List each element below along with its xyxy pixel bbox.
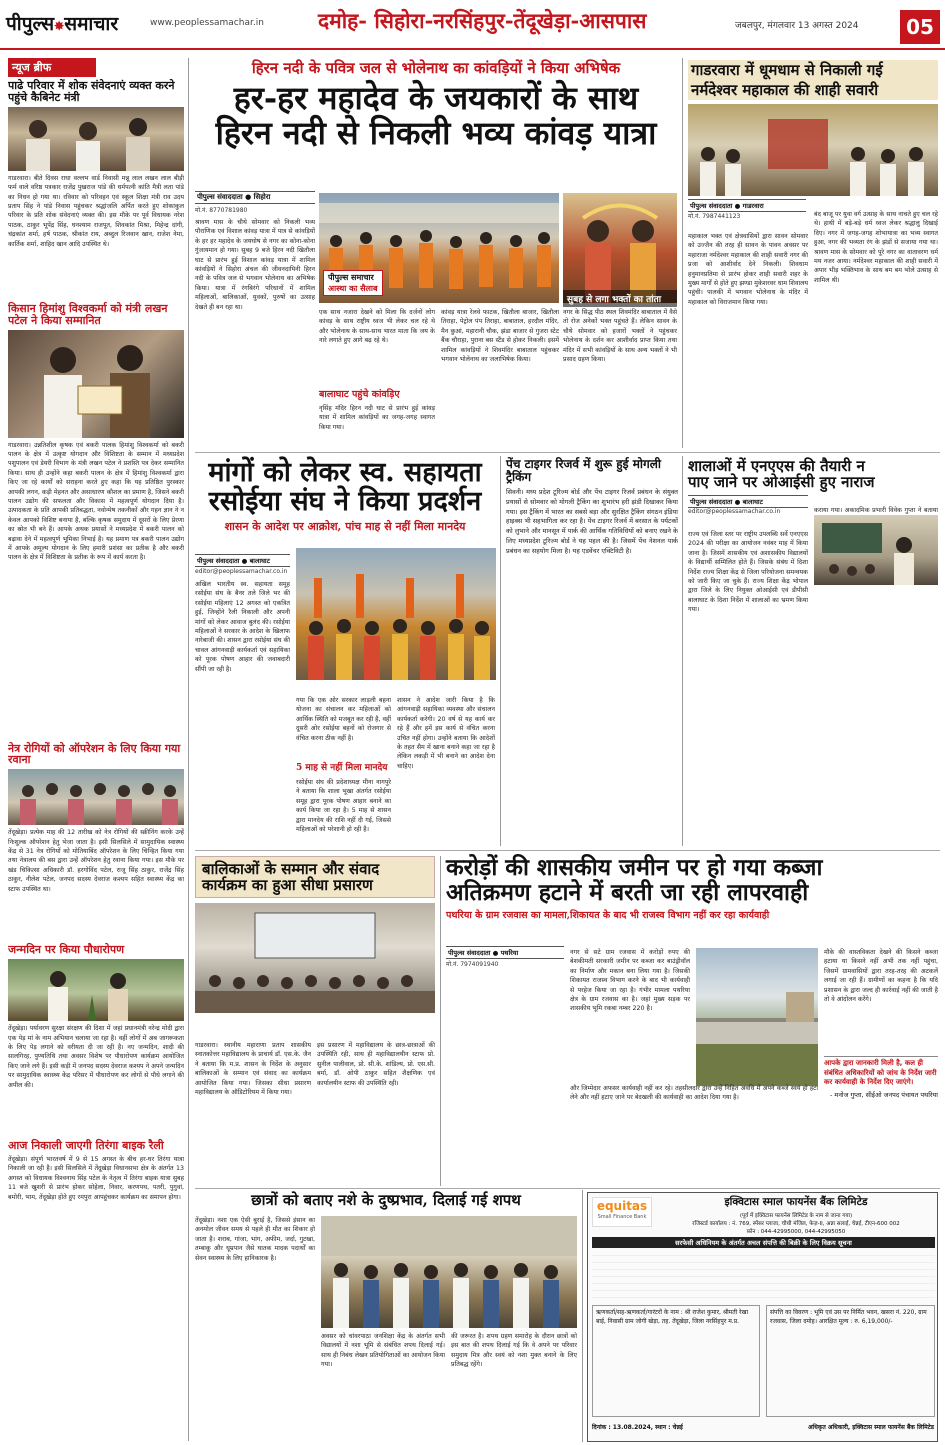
schools-photo [814,515,938,585]
right-top-body-1: महाकाल भक्त एवं क्षेत्रवासियों द्वारा सावन सोमवार को उज्जैन की तरह ही सावन के पावन अवसर पर महाराजा नर्मदेश्वर महाकाल की शाही सवारी नगर की प्रजा को आशीर्वाद देने निकली। शिवधाम हनुमानप्रतिमा से प्रारंभ होकर शाही सवारी शहर के मुख्य मार्गों से होते हुए झण्डा मुकेशरवर धाम शिवालय पहुंची। पालकी में भगवान भोलेनाथ के मंदिर में महाकाल को विराजमान किया गया। [688,233,808,306]
story1-body: गाडरवारा। बीते दिवस राधा वल्लभ वार्ड निवासी मन्नू लाल लखन लाल बीड़ी फर्म वाले वरिष्ठ पत्रकार राजेंद्र पुखराज पांडे की धर्मपत्नी कांति मैत्री लता पांडे का निधन हो गया था। रविवार को परिवहन एवं स्कूल शिक्षा मंत्री राव उदय प्रताप सिंह ने पांडे निवास पहुंचकर श्रद्धांजलि अर्पित करते हुए शोकाकुल परिवार के प्रति शोक संवेदनाएं व्यक्त की। इस मौके पर पूर्व विधायक नरेश पाठक, ठाकुर भूपेंद्र सिंह, घनश्याम राजपूत, शिवकांत मिश्रा, मिहेन्द्र दांगी, चंद्रकांत शर्मा, हर्ष पाठक, श्रीकांत राय, अब्दुल रिजवान खान, राजेश नेमा, कार्तिक शर्मा, शाहिद खान आदि उपस्थित थे। [8,174,184,248]
story3-headline: नेत्र रोगियों को ऑपरेशन के लिए किया गया रवाना [8,741,181,767]
right-top-byline: पीपुल्स संवाददाता ● गाडरवारा [688,199,806,212]
top-story-subhead: बालाघाट पहुंचे कांवड़िए [319,389,400,400]
tiger-story [506,458,678,848]
plantation-photo [8,959,184,1021]
ad-right-block: संपत्ति का विवरण : भूमि एवं उस पर निर्मित भवन, खसरा नं. 220, ग्राम रजवास, जिला दमोह। आरक्षित मूल्य : रु. 6,19,000/- [766,1305,935,1417]
patients-photo [8,769,184,825]
middle-body-3: रसोईया संघ की प्रदेशाध्यक्ष मीना नागपुरे ने बताया कि शाला भूखा अंतर्गत रसोईया समूह द्वारा पूरक पोषण आहार बनाने का कार्य किया जा रहा है। 5 माह से शासन द्वारा मानदेय की राशि नहीं दी गई, जिससे महिलाओं को परेशानी हो रही है। [296,779,391,834]
ad-fine-print [592,1249,935,1301]
people-photo [8,107,184,171]
middle-body-2: गया कि एक ओर सरकार लाड़ली बहना योजना का संचालन कर महिलाओं को आर्थिक स्थिति को मजबूत कर रही है, वहीं दूसरी ओर रसोईया बहनों को रोजगार से वंचित करना ठीक नहीं है। [296,697,391,742]
right-top-headline-2: नर्मदेश्वर महाकाल की शाही सवारी [688,80,938,100]
top-story-headline-2: हिरन नदी से निकली भव्य कांवड़ यात्रा [215,113,657,152]
equitas-logo [592,1197,652,1227]
girls-body-1: गाडरवारा। स्थानीय महाराणा प्रताप शासकीय स्नातकोत्तर महाविद्यालय के प्राचार्य डॉ. एस.के. जैन ने बताया कि म.प्र. शासन के निर्देश के अनुसार बालिकाओं के सम्मान एवं संवाद का कार्यक्रम आयोजित किया गया। जिसका सीधा प्रसारण महाविद्यालय के ऑडिटोरियम में किया गया। [195,1042,311,1097]
bank-advertisement [587,1192,938,1442]
story3-body: तेंदूखेड़ा। प्रत्येक माह की 12 तारीख को नेत्र रोगियों की स्क्रीनिंग करके उन्हें निःशुल्क ऑपरेशन हेतु भेजा जाता है। इसी सिलसिले में सामुदायिक स्वास्थ्य केंद्र से 31 नेत्र रोगियों को मोतियाबिंद ऑपरेशन के लिए चिन्हित किया गया तथा नेत्रालय की बस द्वारा उन्हें ऑपरेशन हेतु रवाना किया गया। इस मौके पर खंड चिकित्सा अधिकारी डॉ. हरगोविंद पटेल, राजू सिंह ठाकुर, राजेंद्र सिंह ठाकुर, नीलेश पटेल, जनपद सदस्य देवराज कश्यप सहित स्वास्थ्य केंद्र का स्टाफ उपस्थित था। [8,829,184,893]
ad-phone: फ़ोन : 044-42995000, 044-42995050 [746,1229,846,1235]
drug-body-3: की जरूरत है। शपथ ग्रहण समारोह के दौरान छात्रों को इस बात की शपथ दिलाई गई कि वे अपने पर परिवार समुदाय मित्र और स्वयं को नशा मुक्त बनाने के लिए प्रतिबद्ध रहेंगे। [451,1333,577,1369]
shahi-sawari-photo [688,104,938,196]
right-top-body-2: बंद बाजू पर युवा वर्ग उत्साह के साथ नाचते हुए चल रहे थे। हाथी में बड़े-बड़े धर्म ध्वज लेकर श्रद्धालु दिखाई दिए। नगर में जगह-जगह शोभायात्रा का भव्य स्वागत हुआ, नगर की भव्यता रंग के झंडों से सजाया गया था। श्रावण मास के सोमवार को पूरे नगर का वातावरण धर्म मय नजर आया। नर्मदेश्वर महाकाल की शाही सवारी में अपार भीड़ भक्तिभाव के साथ बम बम भोले उत्साह से शामिल थी। [814,211,938,284]
schools-body-1: राज्य एवं जिला स्तर पर राष्ट्रीय उपलब्धि सर्वे एनएएस 2024 की परीक्षा का आयोजन नवंबर माह में किया जाना है। जिसमें शासकीय एवं अशासकीय विद्यालयों के विद्यार्थी सम्मिलित होते हैं। जिसके संबंध में दिशा निर्देश राज्य शिक्षा केंद्र से जिला परियोजना समन्वयक को जारी किए जा चुके हैं। राज्य शिक्षा केंद्र भोपाल द्वारा जिले के लिए नियुक्त ओआईसी एवं डीपीसी बालाघाट के दिशा निर्देश में शालाओं का भ्रमण किया गया। [688,531,808,614]
middle-headline-1: मांगों को लेकर स्व. सहायता [208,457,482,488]
brief-title: न्यूज ब्रीफ [8,58,96,77]
ad-address: रजिस्टर्ड कार्यालय : नं. 769, स्पेंसर प्लाजा, चौथी मंजिल, फेज़-II, अन्ना सलाई, चेन्नई, टीएन-600 002 [692,1221,900,1227]
middle-subhead-2: 5 माह से नहीं मिला मानदेय [296,763,388,773]
schools-email: editor@peoplessamachar.co.in [688,508,781,516]
middle-body-4: शासन ने आदेश जारी किया है कि आंगनवाड़ी सहायिका व्यवस्था और संचालन कार्यकर्ता करेगी। 20 वर्ष से यह कार्य कर रहे हैं और हमें इस कार्य से वंचित करना उचित नहीं होगा। उन्होंने बताया कि आदेशों के तहत सैम में खाना बनाने कहा जा रहा है लेकिन लकड़ी में भी बनाने का आदेश देना चाहिए। [397,697,495,770]
lower-rule [195,850,940,851]
land-story [446,856,938,1186]
ad-divider [582,1190,583,1442]
land-byline: पीपुल्स संवाददाता ● पथरिया [446,946,564,959]
story4-headline: जन्मदिन पर किया पौधारोपण [8,943,125,957]
schools-body-2: कराया गया। अकादमिक प्रभारी विवेक गुप्ता ने बताया [814,507,938,514]
drug-body-2: अवसर को चांवरपाठा जनशिक्षा केंद्र के अंतर्गत सभी विद्यालयों में नशा भूमि से संबंधित शपथ दिलाई गई। साथ ही निबंध लेखन प्रतियोगिताओं का आयोजन किया गया। [321,1333,445,1369]
procession-crowd-photo [688,104,938,196]
masthead: पीपुल्स✸समाचार [6,13,119,35]
land-headline-2: अतिक्रमण हटाने में बरती जा रही लापरवाही [446,878,809,906]
story2-body: गाडरवारा। उन्नतिशील कृषक एवं बकरी पालक हिमांशु विश्वकर्मा को बकरी पालन के क्षेत्र में उत्कृष्ट योगदान और विशिष्टता के सम्मान में मध्यप्रदेश पशुपालन एवं डेयरी विभाग के मंत्री लखन पटेल ने प्रशस्ति पत्र देकर सम्मानित किया। साथ ही उन्होंने कहा बकरी पालन के क्षेत्र में हिमांशु विश्वकर्मा द्वारा किए जा रहे कार्यों को सराहना करते हुए कहा कि यह प्रतिष्ठित पुरस्कार आपकी लगन, कड़ी मेहनत और असाधारण कौशल का प्रमाण है, जिसने बकरी पालन उद्योग की सफलता और विकास में महत्वपूर्ण योगदान दिया है। उत्पादकता के प्रति आपकी प्रतिबद्धता, नवोन्मेष तकनीकों और गहन ज्ञान ने न केवल आपको विशिष्ट बनाया है, बल्कि कृषक समुदाय में दूसरों के लिए प्रेरणा का स्रोत भी बने हैं। आपके अथक प्रयासों ने मध्यप्रदेश में बकरी पालन को बढ़ावा देने में महत्वपूर्ण भूमिका निभाई है। यह प्रमाण पत्र बकरी पालन उद्योग में आपके अमूल्य योगदान के लिए हमारी प्रशंसा का प्रतीक है और बकरी पालन के क्षेत्र में विशिष्टता के प्रतीक के रूप में कार्य करता है। [8,441,184,562]
land-body-3: मौके की वास्तविकता देखने की किसने कब्जा हटाया या किसने नहीं अभी तक नहीं पहुंचा, जिसमें ग्रामवासियों द्वारा तरह-तरह की अटकलें लगाई जा रही हैं। ग्रामीणों का कहना है कि यदि प्रशासन के द्वारा जल्द ही कार्रवाई नहीं की जाती है तो वे आंदोलन करेंगे। [824,949,938,1004]
girls-body-2: इस प्रसारण में महाविद्यालय के छात्र-छात्राओं की उपस्थिति रही, साथ ही महाविद्यालयीन स्टाफ प्रो. सुनील पालीवाल, प्रो. सी.के. शांडिल्य, प्रो. एस.सी. बर्मा, डॉ. ओपी ठाकुर सहित शैक्षणिक एवं कार्यालयीन स्टाफ की उपस्थिति रही। [317,1042,435,1087]
story4-body: तेंदूखेड़ा। पर्यावरण सुरक्षा संरक्षण की दिशा में जहां प्रधानमंत्री नरेन्द्र मोदी द्वारा एक पेड़ मां के नाम अभियान चलाया जा रहा है। वहीं लोगों में अब जागरूकता के लिए पेड़ लगाने को वरीयता दी जा रही है। नए जन्मदिन, शादी की सालगिरह, पुण्यतिथि तथा अवसर विशेष पर पौधारोपण कार्यक्रम आयोजित किए जाने लगे हैं। इसी कड़ी में जनपद सदस्य देवराज कश्यप ने अपने जन्मदिन पर सामुदायिक स्वास्थ्य केंद्र परिसर में पौधारोपण कर लोगों से पौधे लगाने की अपील की। [8,1025,184,1089]
story5-headline: आज निकाली जाएगी तिरंगा बाइक रैली [8,1139,164,1153]
land-quote-box [824,1056,938,1099]
tiger-body: सिवनी। मध्य प्रदेश टूरिज्म बोर्ड और पेंच टाइगर रिजर्व प्रबंधन के संयुक्त प्रयासों से सोमवार को मोगली ट्रैकिंग का शुभारंभ हरी झंडी दिखाकर किया गया। इस ट्रैकिंग में भारत का सबसे बड़ा और सुरक्षित ट्रैकिंग संगठन इंडिया हाइक्स भी सहभागिता कर रहा है। पेंच टाइगर रिजर्व में बरसात के पर्यटकों को लुभाने और मानसून में पार्क की आर्थिक गतिविधियों को बनाए रखने के लिए मध्यप्रदेश टूरिज्म बोर्ड ने यह पहल की है। जिसमें पेंच नेशनल पार्क प्रबंधन का सहयोग मिला है। यह एडवेंचर एक्टिविटी है। [506,487,678,555]
girls-headline-1: बालिकाओं के सम्मान और संवाद [202,860,380,878]
right-top-mobile: मो.नं. 7987441123 [688,213,741,221]
protest-crowd-photo [296,548,496,680]
drug-headline: छात्रों को बताए नशे के दुष्प्रभाव, दिलाई गई शपथ [251,1191,521,1209]
ad-title: इक्विटास स्माल फायनेंस बैंक लिमिटेड [724,1196,868,1208]
top-story-body-3: नृसिंह मंदिर हिरन नदी घाट से प्रारंभ हुई कांवड़ यात्रा में शामिल कांवड़ियों का जगह-जगह स्वागत किया गया। [319,405,435,431]
inset-brand: पीपुल्स समाचार [328,273,374,282]
kanwar-photo-2 [563,193,677,303]
right-divider-top [682,58,683,448]
logo-text: equitas [596,1199,648,1213]
girls-story [195,856,435,1186]
auditorium-photo [195,903,435,1013]
mid-rule [195,452,940,453]
girls-headline-2: कार्यक्रम का हुआ सीधा प्रसारण [202,876,373,895]
right-divider-mid [682,456,683,846]
story1-headline: पाढे परिवार में शोक संवेदनाएं व्यक्त करने पहुंचे कैबिनेट मंत्री [8,79,175,104]
land-body-2: और जिम्मेदार अफसर कार्यवाही नहीं कर रहे। तहसीलदार द्वारा उन्हें निहित अवधि में अपने कब्जे स्वयं हो हटा लेने और नहीं हटाए जाने पर बेदखली की कार्यवाही का आदेश दिया गया है। [570,1085,818,1102]
story2-photo [8,330,184,438]
right-top-headline-1: गाडरवारा में धूमधाम से निकाली गई [688,60,938,80]
land-headline-1: करोड़ों की शासकीय जमीन पर हो गया कब्जा [446,854,823,881]
drug-story [195,1192,577,1442]
section-title: दमोह- सिहोरा-नरसिंहपुर-तेंदूखेड़ा-आसपास [318,8,647,33]
page-header [0,0,945,50]
top-story-headline-1: हर-हर महादेव के जयकारों के साथ [233,79,639,118]
students-oath-photo [321,1216,577,1328]
schools-headline-1: शालाओं में एनएएस की तैयारी न [688,457,865,475]
ad-footer-right: अधिकृत अधिकारी, इक्विटास स्माल फायनेंस बैंक लिमिटेड [807,1424,934,1431]
masthead-left: पीपुल्स [6,13,55,35]
top-story-body-4: कांवड़ यात्रा रेलवे फाटक, खितौला बाजार, खितौला तिराहा, पेट्रोल पंप तिराहा, बाबाताल, हरदौल मंदिर, मैन कुआं, महारानी चौक, झंडा बाजार से गुजरा स्टेट बैंक चौराहा, पुराना बस स्टैंड से होकर निकली। इसमें शामिल कांवड़ियों ने शिवमंदिर बाबाताल पहुंचकर भगवान भोलेनाथ का जलाभिषेक किया। [441,309,559,364]
story4-photo [8,959,184,1021]
land-body-1: नगर से सटे ग्राम रजवास में करोड़ों रुपए की बेशकीमती सरकारी जमीन पर कब्जा कर बाउंड्रीवॉल का निर्माण और मकान बना लिया गया है। जिसकी शिकायत राजस्व विभाग करने के बाद भी कार्यवाही से परहेज किया जा रहा है। गंभीर मामला पथरिया क्षेत्र के ग्राम रजवास का है। जहां मुख्य सड़क पर शासकीय भूमि रकबा नम्बर 220 है। [570,949,690,1013]
middle-subhead: शासन के आदेश पर आक्रोश, पांच माह से नहीं मिला मानदेय [224,520,466,534]
story3-photo [8,769,184,825]
land-quote-author: - मनोज गुप्ता, सीईओ जनपद पंचायत पथरिया [830,1090,938,1099]
page-number: 05 [900,10,940,44]
ad-subtitle: (पूर्व में इक्विटास फायनेंस लिमिटेड के नाम से जाना गया) [739,1213,853,1219]
boundary-wall-photo [696,948,818,1086]
schools-headline-2: पाए जाने पर ओआईसी हुए नाराज [688,473,875,492]
website[interactable]: www.peoplessamachar.in [150,18,264,28]
tiger-headline: पेंच टाइगर रिजर्व में शुरू हुई मोगली ट्रैकिंग [506,457,662,484]
top-story-body-2: एक साथ नजारा देखने को मिला कि दर्जनों लोग कांवड़ के साथ राष्ट्रीय ध्वज भी लेकर चल रहे थे और भोलेनाथ के साथ-साथ भारत माता कि जय के नारे लगाते हुए आगे बढ़ रहे थे। [319,309,435,345]
ad-left-block: ऋणकर्ता/सह-ऋणकर्ता/गारंटरों के नाम : श्री राजेश कुमार, श्रीमती रेखा बाई, निवासी ग्राम जोगी खेड़ा, तह. तेंदूखेड़ा, जिला नरसिंहपुर म.प्र. [592,1305,760,1417]
top-story-byline: पीपुल्स संवाददाता ● सिहोरा [195,191,315,204]
land-mobile: मो.नं. 7974091940 [446,961,499,968]
land-divider [440,856,441,1186]
classroom-photo [814,515,938,585]
land-photo [696,948,818,1086]
inset-badge [323,270,383,296]
land-quote: आपके द्वारा जानकारी मिली है, कल ही संबंधित अधिकारियों को जांच के निर्देश जारी कर कार्यवाही के निर्देश दिए जाएंगे। [824,1059,937,1086]
middle-body-1: अखिल भारतीय स्व. सहायता समूह रसोईया संघ के बैनर तले जिले भर की रसोईया महिलाएं 12 अगस्त को एकत्रित हुई, जिन्होंने रैली निकाली और अपनी मांगों को लेकर आवाज बुलंद की। रसोईया महिलाओं ने सरकार के आदेश के खिलाफ नारेबाजी की। शासन द्वारा रसोईया संघ की चावल आंगनवाड़ी कार्यकर्ता एवं सहायिका को पूरक पोषण आहार की जवाबदारी सौंपी जा रही है। [195,581,290,673]
drug-photo [321,1216,577,1328]
girls-costume-photo [563,193,677,303]
left-column [8,58,184,1443]
story5-body: तेंदूखेड़ा। संपूर्ण भारतवर्ष में 9 से 15 अगस्त के बीच हर-घर तिरंगा यात्रा निकाली जा रही है। इसी सिलसिले में तेंदूखेड़ा विधानसभा क्षेत्र के अंतर्गत 13 अगस्त को विधायक विश्वनाथ सिंह पटेल के नेतृत्व में तिरंगा बाइक यात्रा सुबह 11 बजे खुशरी से प्रारंभ होकर सोहेला, निवार, करणपथ, पतरी, पुगुवां, बमोरी, भाम, तेंदूखेड़ा होते हुए रमपुरा आपहुंचकर कार्यक्रम का समापन होगा। [8,1156,184,1201]
photo-caption: सुबह से लगा भक्तों का तांता [563,290,677,307]
middle-byline: पीपुल्स संवाददाता ● बालाघाट [195,554,290,567]
story1-photo [8,107,184,171]
middle-headline-2: रसोईया संघ ने किया प्रदर्शन [208,486,482,518]
bottom-rule [195,1188,940,1189]
ad-notice-title: सरफेसी अधिनियम के अंतर्गत अचल संपत्ति की बिक्री के लिए विक्रय सूचना [592,1237,935,1248]
award-photo [8,330,184,438]
logo-subtext: Small Finance Bank [597,1214,647,1220]
drug-body-1: तेंदूखेड़ा। नशा एक ऐसी बुराई है, जिससे इंसान का अनमोल जीवन समय से पहले ही मौत का शिकार हो जाता है। शराब, गांजा, भांग, अफीम, जर्दा, गुटखा, तम्बाकू और धूम्रपान जैसे घातक मादक पदार्थों का सेवन स्वास्थ्य के लिए हानिकारक है। [195,1217,315,1262]
middle-email: editor@peoplessamachar.co.in [195,568,288,575]
city-date: जबलपुर, मंगलवार 13 अगस्त 2024 [735,21,859,31]
top-story-mobile: मो.नं. 8770781980 [195,207,248,214]
girls-headline-box [195,856,435,898]
girls-photo [195,903,435,1013]
top-story-kicker: हिरन नदी के पवित्र जल से भोलेनाथ का कांवड़ियों ने किया अभिषेक [251,59,621,77]
protest-photo [296,548,496,680]
inset-tag: आस्था का सैलाब [328,284,378,293]
left-divider [188,58,189,1441]
top-story-body-1: श्रावण मास के चौथे सोमवार को निकली भव्य पौराणिक एवं विशाल कांवड़ यात्रा में पात्र से कांवड़ियों के हर हर महादेव के जयघोष से नगर का कोना-कोना गुंजायमान हो गया। सुबह 9 बजे हिरन नदी खितौला घाट से प्रारंभ हुई विशाल कांवड़ यात्रा में शामिल कांवड़ियों ने सिहोरा अंचल की जीवनदायिनी हिरन नदी के पवित्र जल से भगवान भोलेनाथ का अभिषेक किया। यात्रा में रंगबिरंगे परिधानों में शामिल महिलाओं, बालिकाओं, युवकों, पुरुषों का उत्साह देखते ही बन रहा था। [195,219,315,311]
masthead-right: समाचार [64,13,119,35]
middle-divider [500,456,501,846]
right-top-story [688,60,938,450]
top-story-body-5: नगर के सिद्ध पीठ स्थल शिवमंदिर बाबाताल में वैसे तो रोज अनेकों भक्त पहुंचते हैं। लेकिन सावन के चौथे सोमवार को हजारों भक्तों ने पहुंचकर भोलेनाथ के दर्शन कर आशीर्वाद प्राप्त किया तथा मंदिर में सभी कांवड़ियों के साथ अन्य भक्तों ने भी प्रसाद ग्रहण किया। [563,309,677,364]
land-subhead: पथरिया के ग्राम रजवास का मामला,शिकायत के बाद भी राजस्व विभाग नहीं कर रहा कार्यवाही [446,909,770,921]
story2-headline: किसान हिमांशु विश्वकर्मा को मंत्री लखन पटेल ने किया सम्मानित [8,301,168,327]
schools-byline: पीपुल्स संवाददाता ● बालाघाट [688,495,808,508]
ad-footer-left: दिनांक : 13.08.2024, स्थान : चेन्नई [592,1424,683,1431]
